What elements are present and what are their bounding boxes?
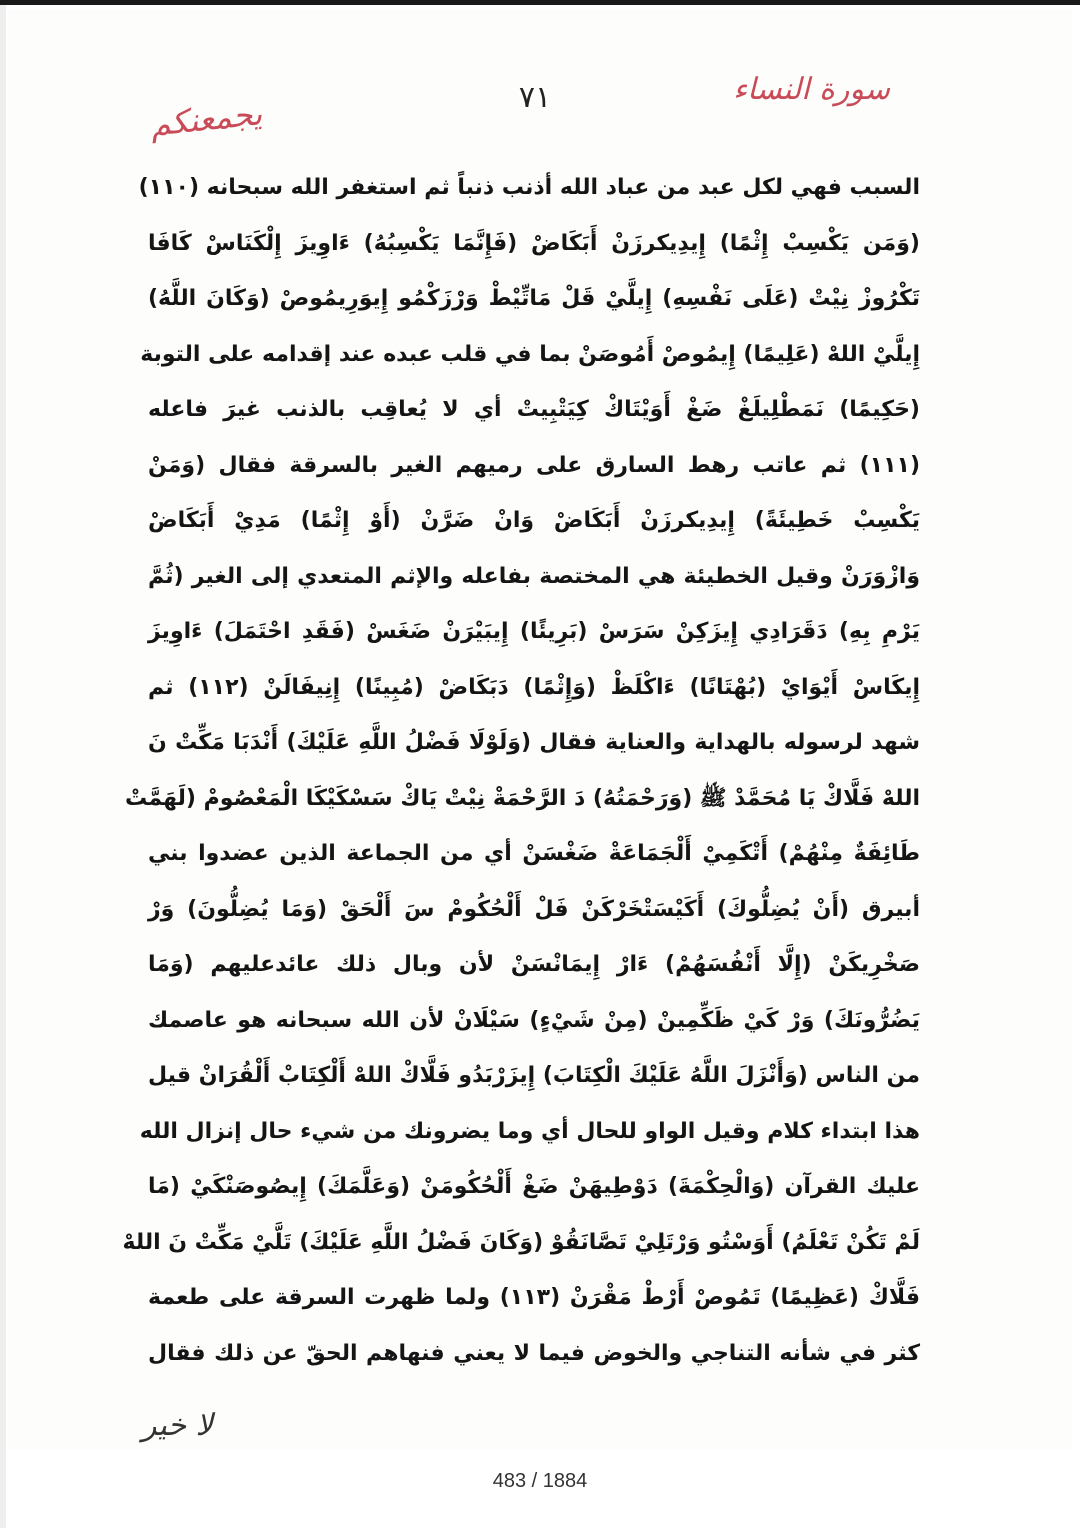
text-line: كثر في شأنه التناجي والخوض فيما لا يعني فنهاهم الحقّ عن ذلك فقال xyxy=(148,1340,920,1366)
text-line: لَمْ تَكُنْ تَعْلَمُ) أَوَسْتُو وَرْتَلِيْ تَصَّانَقُوْ (وَكَانَ فَضْلُ اللَّهِ عَلَيْكَ) تَلَّيْ مَكِّتْ نَ اللهْ xyxy=(122,1229,920,1255)
text-line: وَازْوَرَنْ وقيل الخطيئة هي المختصة بفاعله والإثم المتعدي إلى الغير (ثُمَّ xyxy=(148,563,920,589)
text-line: السبب فهي لكل عبد من عباد الله أذنب ذنباً ثم استغفر الله سبحانه (١١٠) xyxy=(138,175,920,200)
text-line: (١١١) ثم عاتب رهط السارق على رميهم الغير بالسرقة فقال (وَمَنْ xyxy=(148,452,920,478)
text-line: عليك القرآن (وَالْحِكْمَةَ) دَوْطِيهَنْ ضَغْ أَلْحُكُومَنْ (وَعَلَّمَكَ) إِيصُوصَنْكَيْ (مَا xyxy=(148,1174,920,1199)
text-line: طَائِفَةٌ مِنْهُمْ) أَتْكَمِيْ أَلْجَمَاعَةْ ضَغْسَنْ أي من الجماعة الذين عضدوا بني xyxy=(148,841,920,866)
viewer-top-bar xyxy=(0,0,1080,5)
page-counter: 483 / 1884 xyxy=(492,1470,588,1492)
handwritten-catchword: لا خير xyxy=(142,1408,213,1443)
text-line: إِيكَاسْ أَيْوَايْ (بُهْتَانًا) ءَاكْلَظْ (وَإِثْمًا) دَبَكَاضْ (مُبِينًا) إِنِيفَالَنْ (١١٢) ثم xyxy=(148,674,920,700)
viewer-left-edge xyxy=(0,5,6,1528)
text-line: اللهْ فَلَّاكْ يَا مُحَمَّدْ ﷺ (وَرَحْمَتُهُ) دَ الرَّحْمَةْ نِيْتْ يَاكْ سَسْكَيْكَا الْمَعْصُومْ (لَهَمَّتْ xyxy=(125,785,920,811)
commentary-text xyxy=(122,160,920,1381)
text-line: (حَكِيمًا) نَمَطْلِيلَغْ ضَغْ أَوَيْتَاكْ كِيَتْبِيتْ أي لا يُعاقِب بالذنب غيرَ فاعله xyxy=(148,397,920,422)
text-line: شهد لرسوله بالهداية والعناية فقال (وَلَوْلَا فَضْلُ اللَّهِ عَلَيْكَ) أَنْدَبَا مَكِّتْ نَ xyxy=(148,730,920,755)
handwritten-margin-note: يجمعنكم xyxy=(148,94,264,144)
text-line: أبيرق (أَنْ يُضِلُّوكَ) أَكَيْسَتْخَرْكَنْ فَلْ أَلْحُكُومْ سَ أَلْحَقْ (وَمَا يُضِلُّونَ) وَرْ xyxy=(148,896,920,922)
text-line: من الناس (وَأَنْزَلَ اللَّهُ عَلَيْكَ الْكِتَابَ) إِيزَرْبَدُو فَلَّاكْ اللهْ أَلْكِتَابْ أَلْقُرَانْ قيل xyxy=(148,1063,920,1088)
text-line: صَخْرِيكَنْ (إِلَّا أَنْفُسَهُمْ) ءَارْ إِيمَانْسَنْ لأن وبال ذلك عائدعليهم (وَمَا xyxy=(148,952,920,977)
text-line: هذا ابتداء كلام وقيل الواو للحال أي وما يضرونك من شيء حال إنزال الله xyxy=(139,1118,920,1144)
text-line: إِيلَّيْ اللهْ (عَلِيمًا) إِيمُوصْ أَمُوصَنْ بما في قلب عبده عند إقدامه على التوبة xyxy=(140,341,920,367)
text-line: (وَمَن يَكْسِبْ إِثْمًا) إِيدِيكرزَنْ أَبَكَاضْ (فَإِنَّمَا يَكْسِبُهُ) ءَاوِيزَ إِلْكَنَاسْ كَافَا xyxy=(148,230,920,256)
text-line: يَرْمِ بِهِ) دَقَرَادِي إِيزَكِنْ سَرَسْ (بَرِيئًا) إِيبَيْرَنْ ضَغَسْ (فَقَدِ احْتَمَلَ) ءَاوِيزَ xyxy=(148,619,920,644)
text-line: يَضُرُّونَكَ) وَرْ كَيْ ظَكِّمِينْ (مِنْ شَيْءٍ) سَيْلَانْ لأن الله سبحانه هو عاصمك xyxy=(148,1007,920,1033)
page-number: ٧١ xyxy=(518,80,552,115)
text-line: تَكْرُوزْ نِيْتْ (عَلَى نَفْسِهِ) إِيلَّيْ قَلْ مَاتِّيْطْ وَرْزَكْمُو إِيوَرِيمُوصْ (وَكَانَ اللَّهُ) xyxy=(148,286,920,311)
text-line: فَلَّاكْ (عَظِيمًا) تَمُوصْ أَرْطْ مَقْرَنْ (١١٣) ولما ظهرت السرقة على طعمة xyxy=(148,1285,920,1310)
surah-title: سورة النساء xyxy=(733,72,890,107)
text-line: يَكْسِبْ خَطِيئَةً) إِيدِيكرزَنْ أَبَكَاضْ وَانْ ضَرَّنْ (أَوْ إِثْمًا) مَدِيْ أَبَكَاضْ xyxy=(148,508,920,533)
